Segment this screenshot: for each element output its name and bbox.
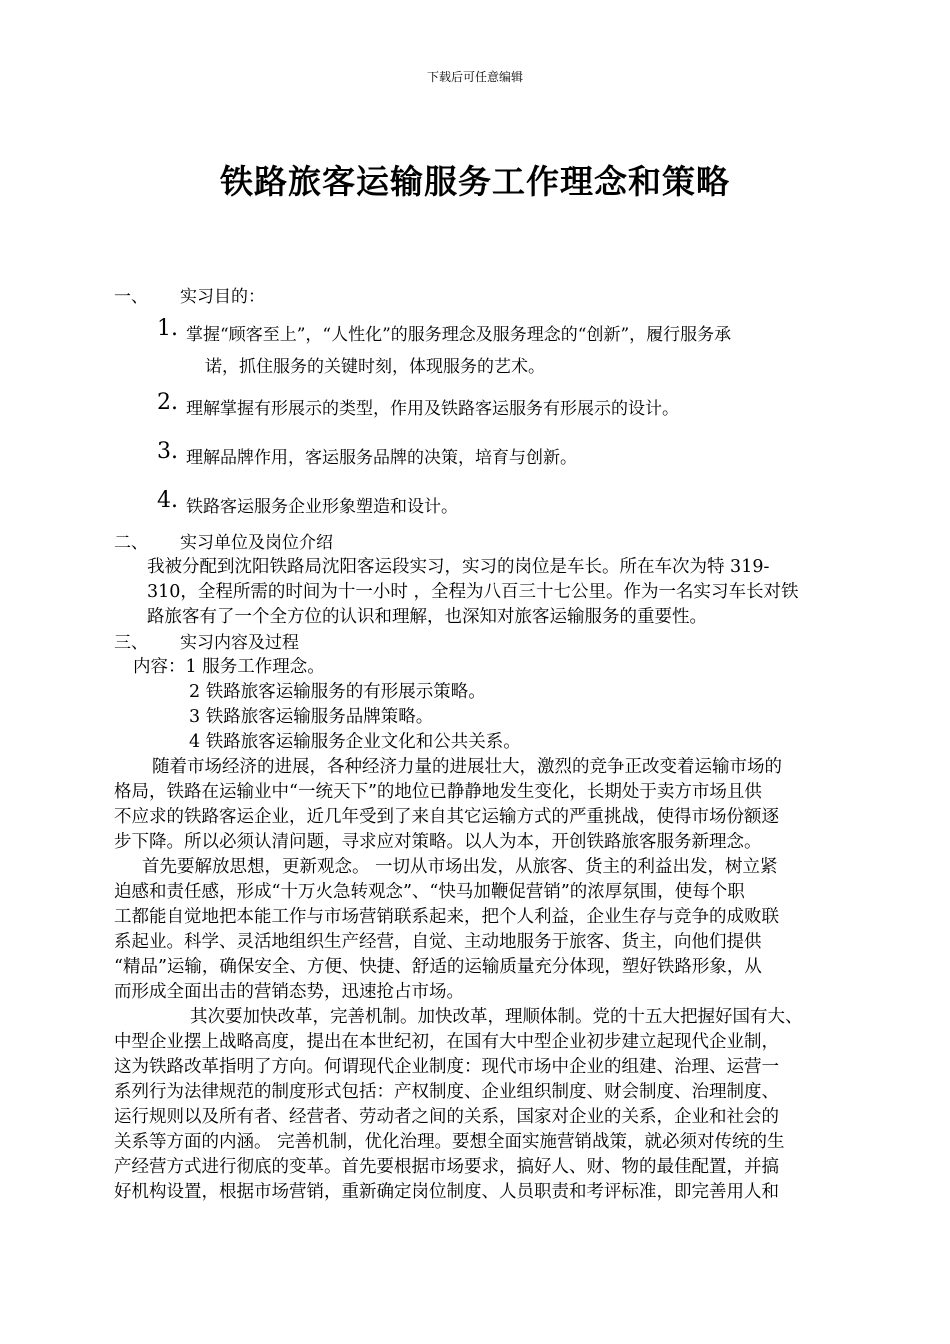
item1-line1: 掌握“顾客至上”，“人性化”的服务理念及服务理念的“创新”，履行服务承 xyxy=(186,325,732,345)
section2-marker: 二、 xyxy=(114,533,148,553)
section3-heading: 实习内容及过程 xyxy=(180,633,299,653)
item1-number: 1. xyxy=(157,316,178,341)
item3-number: 3. xyxy=(157,439,178,464)
section2-line: 310，全程所需的时间为十一小时 ，全程为八百三十七公里。作为一名实习车长对铁 xyxy=(147,582,799,602)
page-header: 下载后可任意编辑 xyxy=(426,70,523,84)
paragraph-line: 而形成全面出击的营销态势，迅速抢占市场。 xyxy=(114,982,464,1002)
paragraph-line: 格局，铁路在运输业中“一统天下”的地位已静静地发生变化，长期处于卖方市场且供 xyxy=(114,782,762,802)
paragraph-line: 不应求的铁路客运企业，近几年受到了来自其它运输方式的严重挑战，使得市场份额逐 xyxy=(114,807,779,827)
item1-line2: 诺，抓住服务的关键时刻，体现服务的艺术。 xyxy=(205,357,545,377)
paragraph-line: 产经营方式进行彻底的变革。首先要根据市场要求，搞好人、财、物的最佳配置，并搞 xyxy=(114,1157,779,1177)
item3-text: 理解品牌作用，客运服务品牌的决策，培育与创新。 xyxy=(186,448,577,468)
content-item: 3 铁路旅客运输服务品牌策略。 xyxy=(189,707,434,727)
paragraph-line: 随着市场经济的进展，各种经济力量的进展壮大，激烈的竞争正改变着运输市场的 xyxy=(152,757,782,777)
content-item: 4 铁路旅客运输服务企业文化和公共关系。 xyxy=(189,732,521,752)
paragraph-line: 好机构设置，根据市场营销，重新确定岗位制度、人员职责和考评标准，即完善用人和 xyxy=(114,1182,779,1202)
paragraph-line: 步下降。所以必须认清问题，寻求应对策略。以人为本，开创铁路旅客服务新理念。 xyxy=(114,832,762,852)
item4-number: 4. xyxy=(157,488,178,513)
paragraph-line: 中型企业摆上战略高度，提出在本世纪初，在国有大中型企业初步建立起现代企业制， xyxy=(114,1032,779,1052)
document-title: 铁路旅客运输服务工作理念和策略 xyxy=(220,162,730,201)
paragraph-line: 迫感和责任感，形成“十万火急转观念”、“快马加鞭促营销”的浓厚氛围，使每个职 xyxy=(114,882,745,902)
section2-line: 我被分配到沈阳铁路局沈阳客运段实习，实习的岗位是车长。所在车次为特 319- xyxy=(147,557,770,577)
paragraph-line: 这为铁路改革指明了方向。何谓现代企业制度：现代市场中企业的组建、治理、运营一 xyxy=(114,1057,779,1077)
content-label: 内容：1 服务工作理念。 xyxy=(133,657,325,677)
paragraph-line: 工都能自觉地把本能工作与市场营销联系起来，把个人利益，企业生存与竞争的成败联 xyxy=(114,907,779,927)
paragraph-line: 首先要解放思想，更新观念。 一切从市场出发，从旅客、货主的利益出发，树立紧 xyxy=(142,857,778,877)
section3-marker: 三、 xyxy=(114,633,148,653)
item4-text: 铁路客运服务企业形象塑造和设计。 xyxy=(186,497,458,517)
item2-number: 2. xyxy=(157,390,178,415)
paragraph-line: “精品”运输，确保安全、方便、快捷、舒适的运输质量充分体现，塑好铁路形象，从 xyxy=(114,957,762,977)
section1-marker: 一、 xyxy=(114,287,148,307)
section2-line: 路旅客有了一个全方位的认识和理解，也深知对旅客运输服务的重要性。 xyxy=(147,607,707,627)
paragraph-line: 运行规则以及所有者、经营者、劳动者之间的关系，国家对企业的关系，企业和社会的 xyxy=(114,1107,779,1127)
paragraph-line: 其次要加快改革，完善机制。加快改革，理顺体制。党的十五大把握好国有大、 xyxy=(190,1007,803,1027)
paragraph-line: 系起业。科学、灵活地组织生产经营，自觉、主动地服务于旅客、货主，向他们提供 xyxy=(114,932,762,952)
section2-heading: 实习单位及岗位介绍 xyxy=(180,533,333,553)
item2-text: 理解掌握有形展示的类型，作用及铁路客运服务有形展示的设计。 xyxy=(186,399,679,419)
section1-heading: 实习目的： xyxy=(180,287,265,307)
paragraph-line: 关系等方面的内涵。 完善机制，优化治理。要想全面实施营销战策，就必须对传统的生 xyxy=(114,1132,785,1152)
paragraph-line: 系列行为法律规范的制度形式包括：产权制度、企业组织制度、财会制度、治理制度、 xyxy=(114,1082,779,1102)
content-item: 2 铁路旅客运输服务的有形展示策略。 xyxy=(189,682,486,702)
